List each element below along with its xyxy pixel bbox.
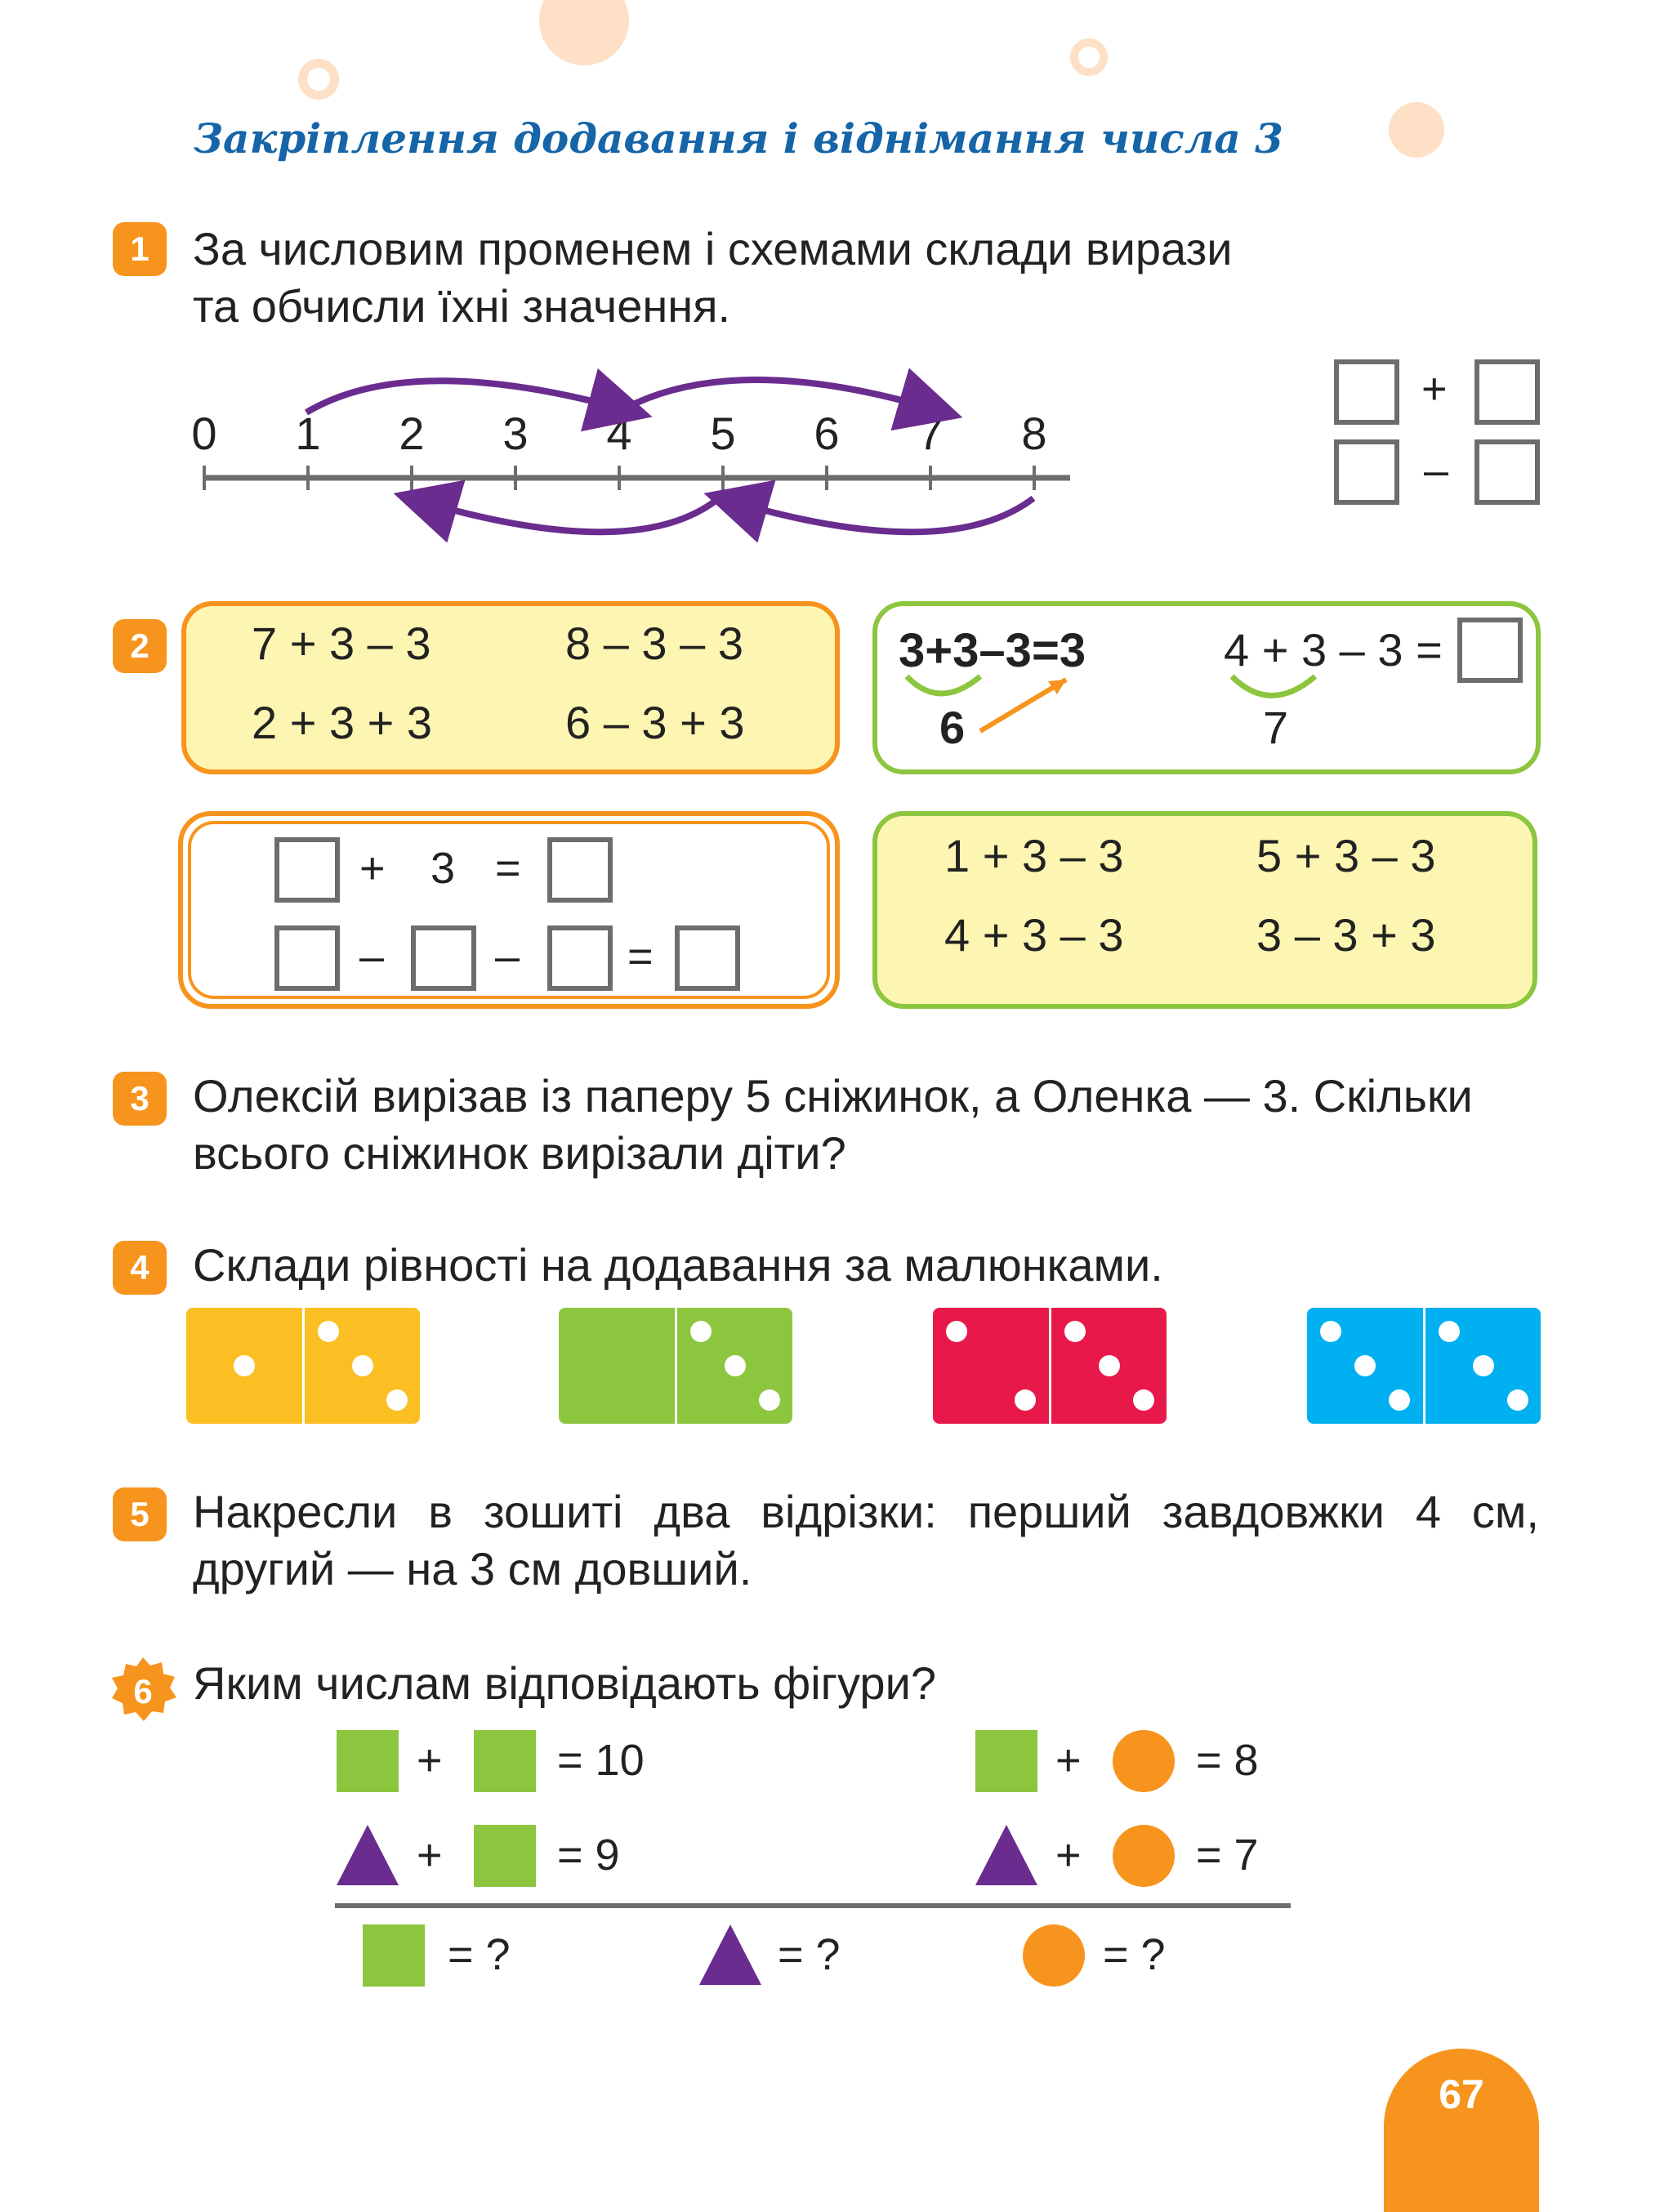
task-4-text: Склади рівності на додавання за малюнками.: [193, 1239, 1163, 1291]
equation-result: = 9: [557, 1831, 620, 1880]
expression: 2 + 3 + 3: [252, 697, 433, 748]
jump-arrow-8-5: [735, 498, 1033, 532]
green-square: [474, 1730, 536, 1792]
domino-pip: [1064, 1321, 1086, 1342]
task-number-4: 4: [113, 1241, 167, 1295]
domino-pip: [1439, 1321, 1460, 1342]
green-square: [337, 1730, 399, 1792]
expression: 6 – 3 + 3: [565, 697, 745, 748]
answer-box[interactable]: [411, 925, 476, 991]
domino-divider: [1049, 1308, 1051, 1424]
equals-sign: =: [627, 932, 654, 981]
answer-box[interactable]: [274, 837, 340, 903]
number-three: 3: [431, 844, 456, 893]
number-line-label: 5: [710, 408, 736, 459]
task-expression: 4 + 3 – 3 =: [1224, 624, 1443, 676]
plus-sign: +: [417, 1736, 443, 1785]
plus-sign: +: [1055, 1736, 1082, 1785]
divider-line: [335, 1903, 1291, 1908]
scheme-box[interactable]: [1474, 359, 1540, 425]
task-1-text-line1: За числовим променем і схемами склади вирази: [193, 223, 1233, 274]
domino-pip: [1015, 1389, 1036, 1411]
number-line-label: 4: [606, 408, 632, 459]
task-number-2: 2: [113, 619, 167, 673]
answer-box[interactable]: [547, 925, 613, 991]
domino-pip: [725, 1355, 746, 1376]
scheme-plus: +: [1421, 364, 1448, 413]
domino-pip: [1133, 1389, 1154, 1411]
domino-pip: [1389, 1389, 1410, 1411]
page-title: Закріплення додавання і віднімання числа 3: [194, 114, 1283, 163]
domino-pip: [1473, 1355, 1494, 1376]
decor-circle: [1389, 102, 1444, 158]
domino-pip: [318, 1321, 339, 1342]
number-line-label: 0: [191, 408, 217, 459]
decor-ring: [1070, 38, 1108, 76]
number-line-label: 1: [295, 408, 321, 459]
domino-divider: [302, 1308, 305, 1424]
example-part: +: [925, 624, 953, 677]
minus-sign: –: [359, 932, 385, 981]
task-number-6: 6: [133, 1672, 153, 1710]
answer-box[interactable]: [547, 837, 613, 903]
plus-sign: +: [417, 1831, 443, 1880]
task-5-text-line1: Накресли в зошиті два відрізки: перший завдовжки 4 см,: [193, 1486, 1539, 1537]
domino: [1307, 1308, 1541, 1424]
jump-arrow-1-4: [306, 381, 621, 413]
question-triangle: = ?: [778, 1930, 841, 1979]
purple-triangle: [335, 1823, 400, 1887]
minus-sign: –: [495, 932, 520, 981]
domino: [933, 1308, 1167, 1424]
scheme-minus: –: [1424, 446, 1449, 495]
domino-pip: [1320, 1321, 1341, 1342]
plus-sign: +: [359, 844, 386, 893]
number-line-label: 7: [917, 408, 944, 459]
domino-pip: [1354, 1355, 1376, 1376]
number-line-label: 2: [399, 408, 425, 459]
answer-box[interactable]: [675, 925, 740, 991]
page-number: 67: [1439, 2072, 1484, 2117]
number-line-label: 3: [502, 408, 529, 459]
task-sub-value: 7: [1263, 702, 1289, 753]
domino-pip: [1099, 1355, 1120, 1376]
jump-arrow-4-7: [625, 380, 931, 408]
expression: 5 + 3 – 3: [1256, 830, 1436, 881]
example-arc: [899, 670, 1086, 743]
domino: [559, 1308, 792, 1424]
domino-pip: [352, 1355, 373, 1376]
task-3-text-line1: Олексій вирізав із паперу 5 сніжинок, а Оленка — 3. Скільки: [193, 1070, 1473, 1122]
example-part: =: [1031, 624, 1060, 677]
task-6-text: Яким числам відповідають фігури?: [193, 1657, 936, 1709]
question-square: = ?: [448, 1930, 511, 1979]
scheme-box[interactable]: [1474, 439, 1540, 505]
expression: 3 – 3 + 3: [1256, 909, 1436, 961]
domino-divider: [1423, 1308, 1425, 1424]
green-square: [975, 1730, 1037, 1792]
domino-pip: [946, 1321, 967, 1342]
task-1-text-line2: та обчисли їхні значення.: [193, 280, 731, 332]
example-part: 3: [899, 624, 926, 677]
question-circle: = ?: [1103, 1930, 1166, 1979]
scheme-box[interactable]: [1334, 439, 1399, 505]
expression: 8 – 3 – 3: [565, 618, 743, 669]
expression: 1 + 3 – 3: [944, 830, 1124, 881]
jump-arrow-5-2: [425, 498, 719, 532]
scheme-box[interactable]: [1334, 359, 1399, 425]
equation-result: = 8: [1196, 1736, 1259, 1785]
number-line-label: 8: [1021, 408, 1047, 459]
green-square: [363, 1924, 425, 1987]
domino-pip: [386, 1389, 408, 1411]
domino-pip: [759, 1389, 780, 1411]
task-5-text-line2: другий — на 3 см довший.: [193, 1543, 752, 1594]
example-part: 3: [952, 624, 979, 677]
decor-ring: [298, 59, 339, 100]
answer-box[interactable]: [1457, 618, 1523, 683]
task-3-text-line2: всього сніжинок вирізали діти?: [193, 1127, 846, 1179]
example-part: 3: [1059, 624, 1086, 677]
purple-triangle: [698, 1923, 763, 1987]
number-line-label: 6: [814, 408, 840, 459]
expression: 4 + 3 – 3: [944, 909, 1124, 961]
task-number-3: 3: [113, 1072, 167, 1126]
domino-pip: [234, 1355, 255, 1376]
task-number-5: 5: [113, 1487, 167, 1541]
domino: [186, 1308, 420, 1424]
example-part: –: [979, 624, 1006, 677]
answer-box[interactable]: [274, 925, 340, 991]
equation-result: = 7: [1196, 1831, 1259, 1880]
expression: 7 + 3 – 3: [252, 618, 431, 669]
green-square: [474, 1825, 536, 1887]
decor-circle: [539, 0, 629, 65]
example-part: 3: [1005, 624, 1032, 677]
example-sub-value: 6: [939, 702, 966, 753]
task-number-1: 1: [113, 222, 167, 276]
purple-triangle: [974, 1823, 1039, 1887]
orange-circle: [1113, 1730, 1175, 1792]
equals-sign: =: [495, 844, 521, 893]
equation-result: = 10: [557, 1736, 645, 1785]
orange-circle: [1023, 1924, 1085, 1987]
domino-pip: [1507, 1389, 1528, 1411]
plus-sign: +: [1055, 1831, 1082, 1880]
domino-divider: [675, 1308, 677, 1424]
orange-circle: [1113, 1825, 1175, 1887]
domino-pip: [690, 1321, 712, 1342]
number-line: [180, 343, 1095, 555]
